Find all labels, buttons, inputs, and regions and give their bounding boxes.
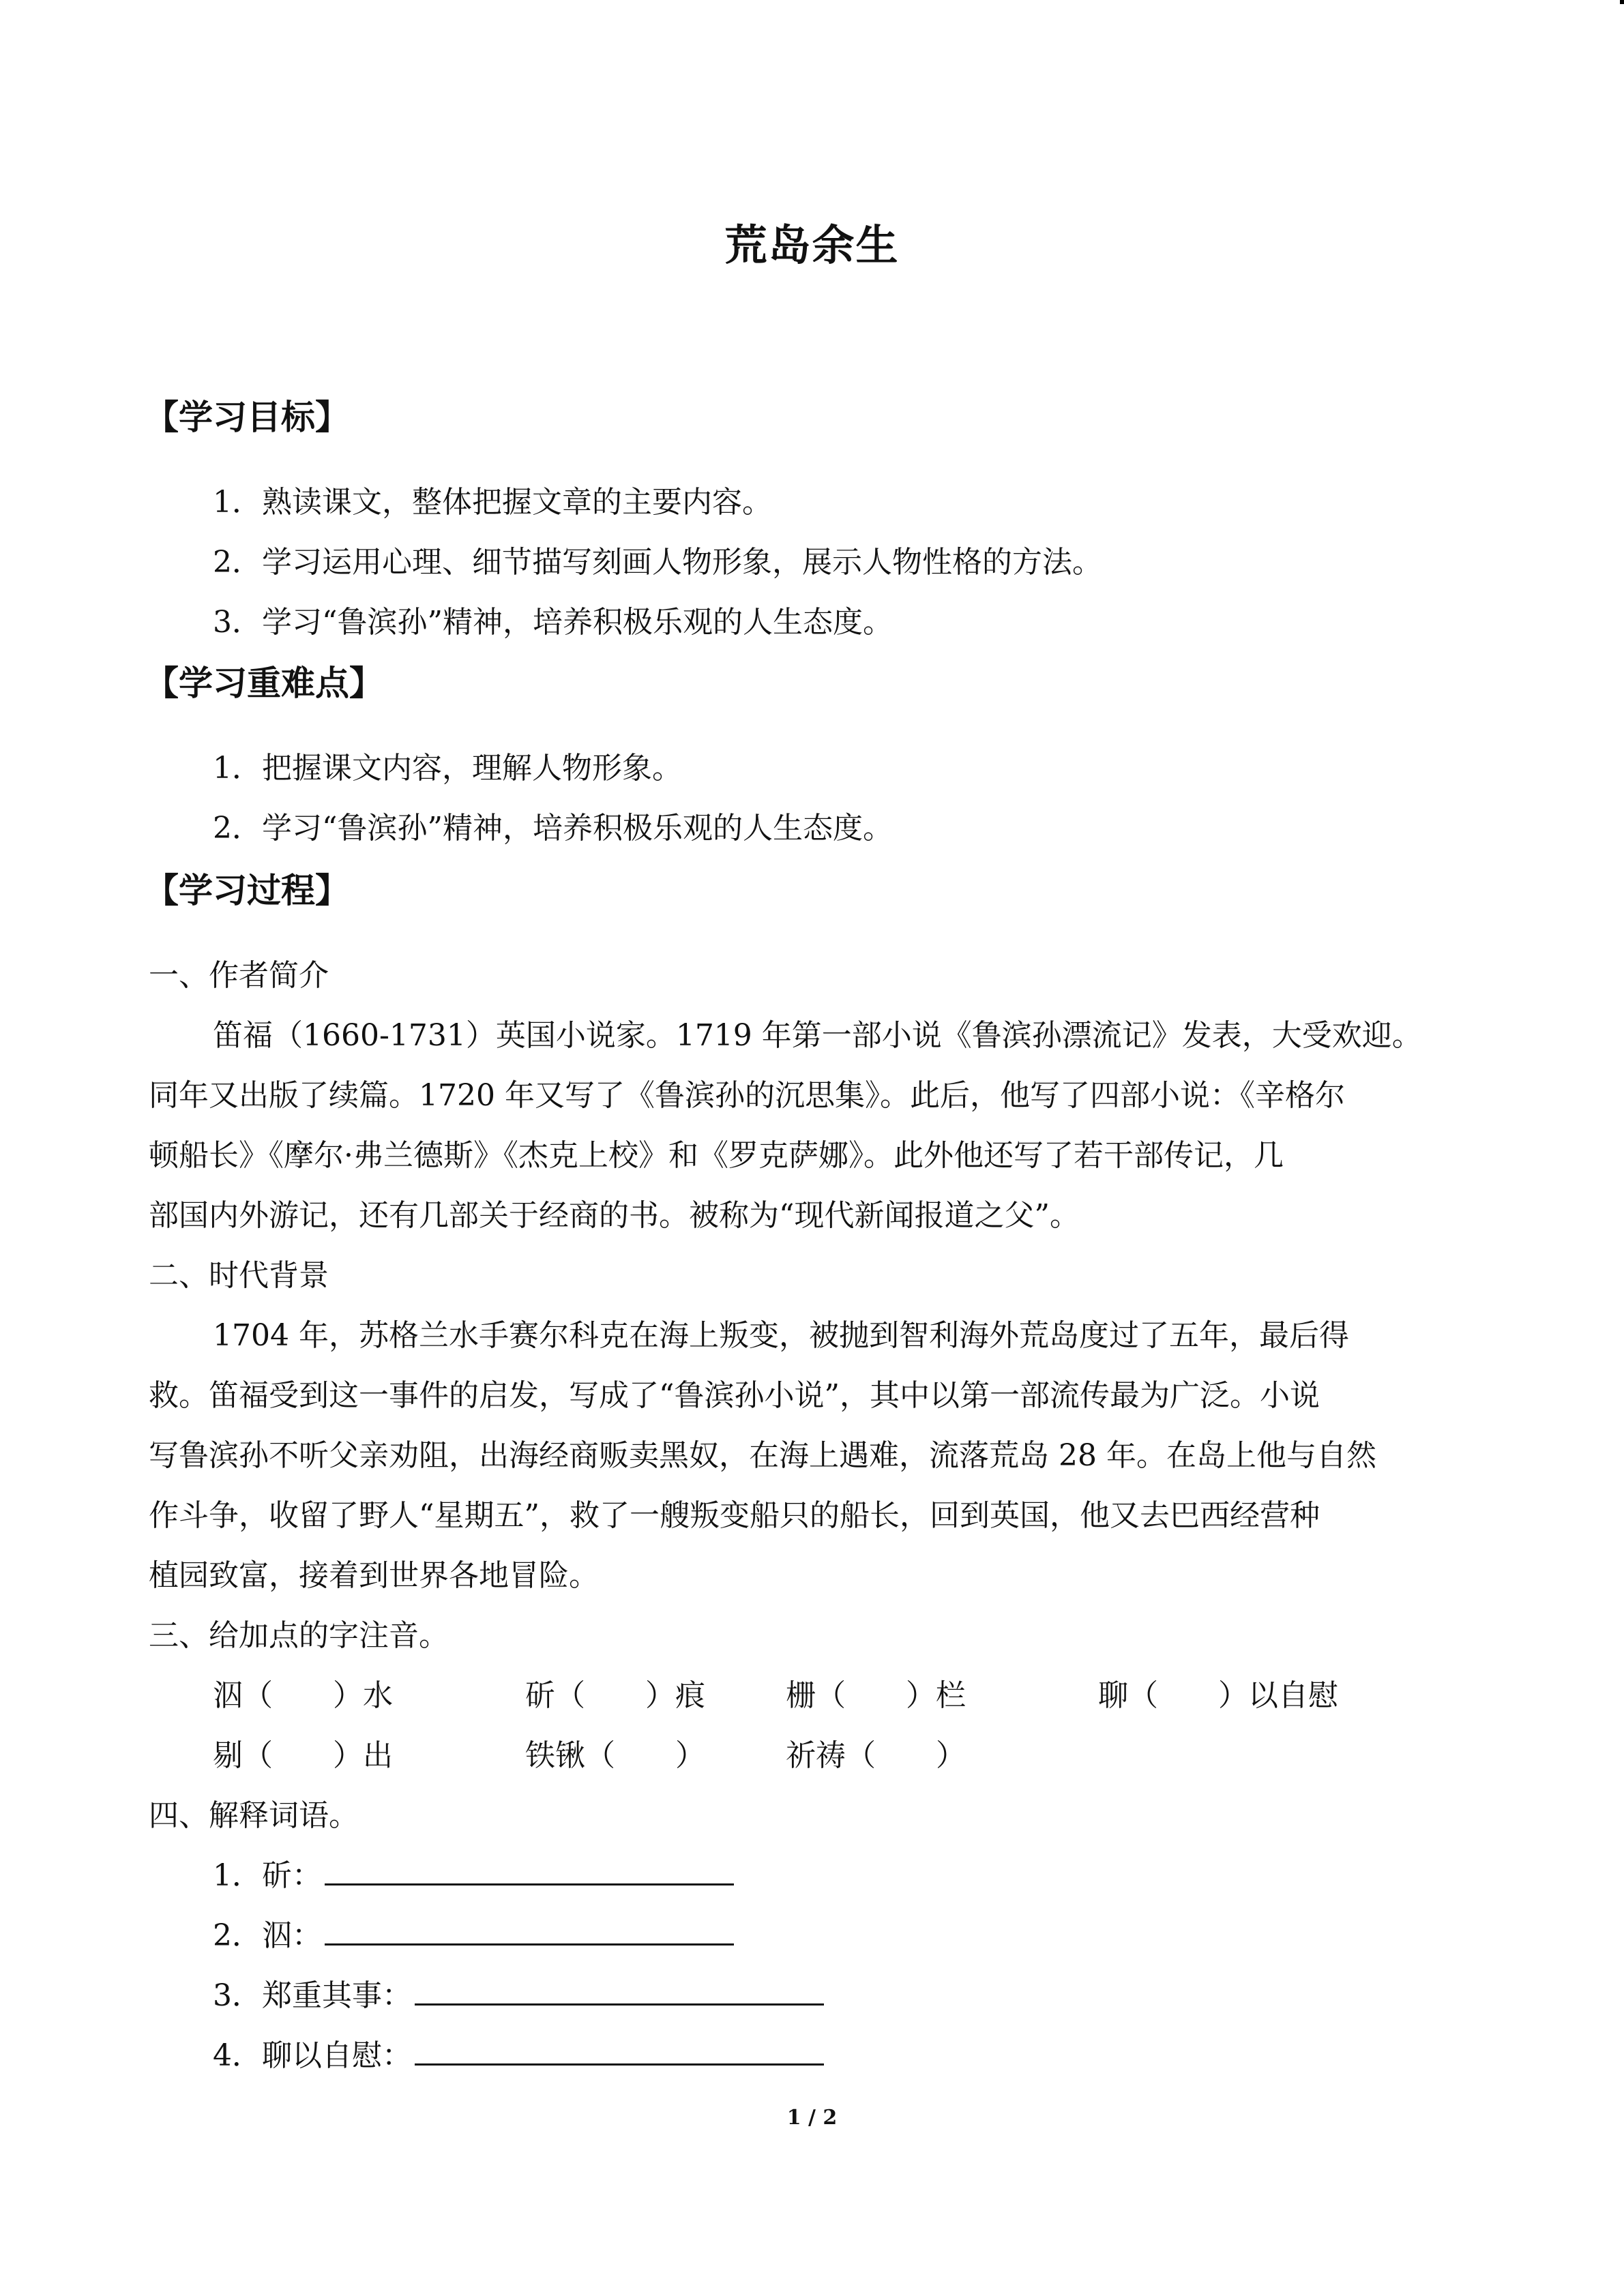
page-number: 1 / 2: [786, 2106, 838, 2130]
document-title: 荒岛余生: [724, 220, 900, 270]
vocab-label-3: 3．郑重其事：: [213, 1978, 412, 2013]
author-line-1: 笛福（1660-1731）英国小说家。1719 年第一部小说《鲁滨孙漂流记》发表，大受欢迎。: [213, 1018, 1422, 1053]
author-line-3: 顿船长》《摩尔·弗兰德斯》《杰克上校》和《罗克萨娜》。此外他还写了若干部传记，几: [149, 1138, 1284, 1173]
author-heading: 一、作者简介: [149, 958, 329, 993]
vocab-label-1: 1．斫：: [213, 1858, 322, 1893]
background-heading: 二、时代背景: [149, 1258, 329, 1293]
goal-item-1: 1．熟读课文，整体把握文章的主要内容。: [213, 485, 772, 520]
answer-blank-4[interactable]: [415, 2033, 824, 2066]
key-point-item-1: 1．把握课文内容，理解人物形象。: [213, 751, 682, 786]
goal-item-3: 3．学习“鲁滨孙”精神，培养积极乐观的人生态度。: [213, 605, 893, 640]
goals-heading: 【学习目标】: [145, 398, 349, 437]
vocab-label-4: 4．聊以自慰：: [213, 2038, 412, 2073]
answer-blank-1[interactable]: [325, 1853, 734, 1885]
corner-mark: [1620, 0, 1624, 4]
background-line-1: 1704 年，苏格兰水手赛尔科克在海上叛变，被抛到智利海外荒岛度过了五年，最后得: [213, 1318, 1349, 1353]
background-line-4: 作斗争，收留了野人“星期五”，救了一艘叛变船只的船长，回到英国，他又去巴西经营种: [149, 1498, 1320, 1533]
pinyin-item-liao: 聊（ ）以自慰: [1098, 1678, 1338, 1713]
pinyin-item-qiu: 泅（ ）水: [213, 1678, 393, 1713]
vocab-item-3: [213, 1971, 824, 2014]
key-points-heading: 【学习重难点】: [145, 664, 383, 703]
answer-blank-2[interactable]: [325, 1913, 734, 1945]
author-line-2: 同年又出版了续篇。1720 年又写了《鲁滨孙的沉思集》。此后，他写了四部小说：《辛格尔: [149, 1078, 1345, 1113]
pinyin-item-ti: 剔（ ）出: [213, 1738, 393, 1773]
vocab-heading: 四、解释词语。: [149, 1798, 359, 1833]
background-line-2: 救。笛福受到这一事件的启发，写成了“鲁滨孙小说”，其中以第一部流传最为广泛。小说: [149, 1378, 1320, 1413]
key-point-item-2: 2．学习“鲁滨孙”精神，培养积极乐观的人生态度。: [213, 811, 893, 846]
author-line-4: 部国内外游记，还有几部关于经商的书。被称为“现代新闻报道之父”。: [149, 1198, 1080, 1233]
answer-blank-3[interactable]: [415, 1973, 824, 2006]
process-heading: 【学习过程】: [145, 871, 349, 910]
vocab-item-2: [213, 1911, 734, 1954]
vocab-item-4: [213, 2031, 824, 2074]
pinyin-item-zha: 栅（ ）栏: [786, 1678, 966, 1713]
vocab-item-1: [213, 1851, 734, 1894]
vocab-label-2: 2．泅：: [213, 1918, 322, 1953]
pinyin-item-tieqiao: 铁锹（ ）: [525, 1738, 705, 1773]
pinyin-item-zhuo: 斫（ ）痕: [525, 1678, 705, 1713]
pinyin-heading: 三、给加点的字注音。: [149, 1618, 449, 1653]
background-line-5: 植园致富，接着到世界各地冒险。: [149, 1558, 599, 1593]
goal-item-2: 2．学习运用心理、细节描写刻画人物形象，展示人物性格的方法。: [213, 545, 1102, 580]
background-line-3: 写鲁滨孙不听父亲劝阻，出海经商贩卖黑奴，在海上遇难，流落荒岛 28 年。在岛上他与自然: [149, 1438, 1376, 1473]
pinyin-item-qidao: 祈祷（ ）: [786, 1738, 966, 1773]
